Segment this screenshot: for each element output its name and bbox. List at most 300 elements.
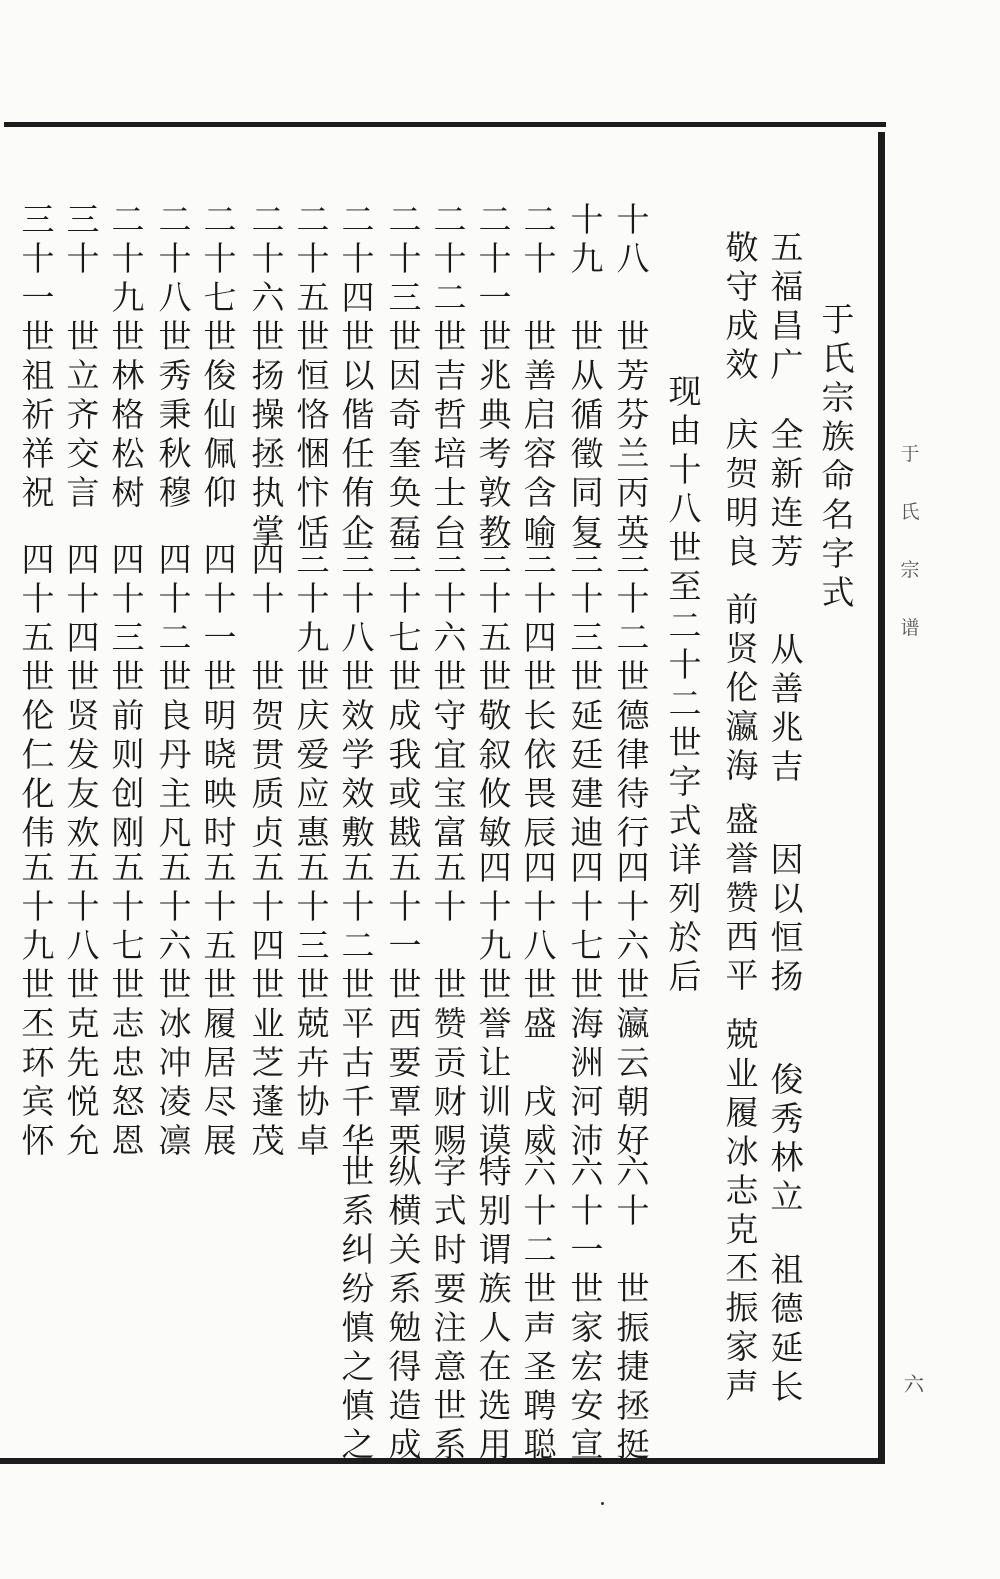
glyph: 世 [66, 317, 100, 356]
glyph: 世 [21, 317, 55, 356]
generation-entry [18, 540, 58, 852]
glyph: 秉 [158, 395, 192, 434]
glyph: 恪 [296, 395, 330, 434]
glyph: 世 [668, 723, 702, 762]
glyph: 十 [341, 887, 375, 926]
glyph: 族 [821, 417, 855, 456]
glyph: 十 [523, 239, 557, 278]
glyph: 二 [523, 1230, 557, 1269]
generation-entry [475, 848, 515, 1160]
glyph: 业 [725, 1054, 759, 1093]
glyph: 刚 [111, 813, 145, 852]
glyph: 侑 [341, 473, 375, 512]
glyph: 命 [821, 456, 855, 495]
verse-phrase [722, 415, 762, 571]
glyph: 盛 [523, 1004, 557, 1043]
glyph: 良 [725, 532, 759, 571]
glyph: 则 [111, 735, 145, 774]
glyph: 恒 [770, 918, 804, 957]
glyph: 六 [616, 926, 650, 965]
glyph: 祥 [21, 434, 55, 473]
glyph: 世 [21, 657, 55, 696]
glyph: 五 [251, 848, 285, 887]
glyph: 世 [296, 965, 330, 1004]
glyph: 纷 [341, 1269, 375, 1308]
glyph: 七 [388, 618, 422, 657]
generation-entry [200, 540, 240, 852]
glyph: 业 [251, 1004, 285, 1043]
glyph: 聘 [523, 1386, 557, 1425]
glyph: 贡 [433, 1043, 467, 1082]
glyph: 世 [158, 317, 192, 356]
glyph: 世 [111, 965, 145, 1004]
glyph: 声 [523, 1308, 557, 1347]
glyph: 考 [478, 434, 512, 473]
glyph: 四 [251, 540, 285, 579]
glyph: 世 [203, 657, 237, 696]
glyph: 十 [251, 579, 285, 618]
glyph: 五 [158, 848, 192, 887]
glyph: 操 [251, 395, 285, 434]
glyph: 芳 [770, 532, 804, 571]
glyph: 五 [478, 618, 512, 657]
glyph: 三 [388, 540, 422, 579]
glyph: 誉 [725, 839, 759, 878]
glyph: 恒 [296, 356, 330, 395]
glyph: 十 [616, 1191, 650, 1230]
glyph: 庆 [725, 415, 759, 454]
glyph: 威 [523, 1121, 557, 1160]
glyph: 穆 [158, 473, 192, 512]
glyph: 兢 [296, 1004, 330, 1043]
glyph: 四 [341, 278, 375, 317]
glyph: 仙 [203, 395, 237, 434]
glyph: 丹 [158, 735, 192, 774]
glyph: 世 [433, 1386, 467, 1425]
glyph: 世 [570, 965, 604, 1004]
glyph: 守 [725, 267, 759, 306]
glyph: 四 [158, 540, 192, 579]
glyph: 九 [570, 239, 604, 278]
glyph: 执 [251, 473, 285, 512]
glyph: 三 [433, 540, 467, 579]
generation-entry [63, 200, 103, 512]
glyph: 履 [725, 1093, 759, 1132]
glyph: 世 [341, 317, 375, 356]
glyph: 教 [478, 512, 512, 551]
glyph: 十 [111, 887, 145, 926]
glyph: 沛 [570, 1121, 604, 1160]
glyph: 六 [251, 278, 285, 317]
glyph: 字 [668, 762, 702, 801]
glyph: 全 [770, 415, 804, 454]
glyph: 应 [296, 774, 330, 813]
glyph: 掌 [251, 512, 285, 551]
glyph: 明 [725, 493, 759, 532]
generation-entry [520, 1152, 560, 1464]
glyph: 谱 [900, 617, 920, 639]
top-border-rule [4, 122, 886, 127]
glyph: 朝 [616, 1082, 650, 1121]
glyph: 意 [433, 1347, 467, 1386]
glyph: 先 [66, 1043, 100, 1082]
glyph: 齐 [66, 395, 100, 434]
glyph: 世 [66, 657, 100, 696]
glyph: 立 [770, 1177, 804, 1216]
glyph: 在 [478, 1347, 512, 1386]
glyph: 振 [616, 1308, 650, 1347]
glyph: 三 [296, 540, 330, 579]
glyph: 世 [433, 965, 467, 1004]
glyph: 交 [66, 434, 100, 473]
glyph: 奇 [388, 395, 422, 434]
glyph: 拯 [251, 434, 285, 473]
glyph: 兢 [725, 1015, 759, 1054]
glyph: 十 [203, 239, 237, 278]
glyph: 丕 [725, 1249, 759, 1288]
glyph: 志 [725, 1171, 759, 1210]
glyph: 海 [725, 746, 759, 785]
glyph: 宗 [900, 559, 920, 581]
glyph: 用 [478, 1425, 512, 1464]
glyph: 磊 [388, 512, 422, 551]
glyph: 千 [341, 1082, 375, 1121]
glyph: 华 [341, 1121, 375, 1160]
glyph: 氏 [900, 501, 920, 523]
glyph: 徵 [570, 434, 604, 473]
glyph: 六 [570, 1152, 604, 1191]
glyph: 四 [523, 618, 557, 657]
glyph: 好 [616, 1121, 650, 1160]
glyph: 吉 [770, 747, 804, 786]
glyph: 效 [341, 774, 375, 813]
glyph: 恩 [111, 1121, 145, 1160]
glyph: 或 [388, 774, 422, 813]
verse-phrase [722, 228, 762, 384]
glyph: 二 [341, 926, 375, 965]
glyph: 家 [725, 1327, 759, 1366]
glyph: 六 [523, 1152, 557, 1191]
glyph: 西 [725, 917, 759, 956]
glyph: 芝 [251, 1043, 285, 1082]
generation-entry [385, 540, 425, 852]
glyph [613, 1230, 653, 1269]
glyph: 攸 [478, 774, 512, 813]
glyph: 栗 [388, 1121, 422, 1160]
glyph: 十 [66, 887, 100, 926]
glyph: 扬 [251, 356, 285, 395]
glyph [520, 278, 560, 317]
glyph: 十 [668, 450, 702, 489]
page-number: 六 [904, 1372, 924, 1396]
glyph: 式 [821, 573, 855, 612]
glyph: 长 [770, 1367, 804, 1406]
glyph: 敬 [478, 696, 512, 735]
glyph: 九 [478, 926, 512, 965]
glyph: 以 [341, 356, 375, 395]
glyph: 三 [523, 540, 557, 579]
glyph: 二 [616, 618, 650, 657]
glyph: 立 [66, 356, 100, 395]
glyph: 谓 [478, 1230, 512, 1269]
glyph: 之 [341, 1425, 375, 1464]
generation-entry [108, 200, 148, 512]
glyph: 同 [570, 473, 604, 512]
glyph: 成 [388, 1425, 422, 1464]
glyph: 志 [111, 1004, 145, 1043]
generation-entry [200, 200, 240, 512]
glyph: 芬 [616, 395, 650, 434]
glyph: 慎 [341, 1308, 375, 1347]
generation-entry [385, 200, 425, 551]
glyph: 四 [66, 540, 100, 579]
glyph: 兰 [616, 434, 650, 473]
glyph: 喻 [523, 512, 557, 551]
glyph: 质 [251, 774, 285, 813]
glyph: 八 [66, 926, 100, 965]
glyph: 冰 [725, 1132, 759, 1171]
verse-phrase [767, 1060, 807, 1216]
glyph: 律 [616, 735, 650, 774]
glyph: 任 [341, 434, 375, 473]
glyph: 学 [341, 735, 375, 774]
glyph: 言 [66, 473, 100, 512]
glyph: 世 [66, 965, 100, 1004]
glyph: 忠 [111, 1043, 145, 1082]
glyph: 别 [478, 1191, 512, 1230]
glyph: 悃 [296, 434, 330, 473]
glyph: 世 [570, 657, 604, 696]
glyph: 从 [570, 356, 604, 395]
glyph: 卓 [296, 1121, 330, 1160]
generation-entry [430, 848, 470, 1160]
glyph: 祈 [21, 395, 55, 434]
generation-entry [567, 200, 607, 551]
glyph: 一 [570, 1230, 604, 1269]
glyph: 履 [203, 1004, 237, 1043]
glyph: 主 [158, 774, 192, 813]
glyph: 三 [478, 540, 512, 579]
glyph: 六 [433, 618, 467, 657]
glyph: 祝 [21, 473, 55, 512]
glyph: 誉 [478, 1004, 512, 1043]
glyph: 十 [341, 239, 375, 278]
glyph: 得 [388, 1347, 422, 1386]
glyph: 善 [770, 669, 804, 708]
note-line [338, 1152, 378, 1464]
glyph: 西 [388, 1004, 422, 1043]
glyph: 佩 [203, 434, 237, 473]
glyph: 世 [478, 317, 512, 356]
glyph: 戡 [388, 813, 422, 852]
glyph: 五 [111, 848, 145, 887]
glyph: 五 [341, 848, 375, 887]
glyph: 纵 [388, 1152, 422, 1191]
glyph: 复 [570, 512, 604, 551]
glyph: 茂 [251, 1121, 285, 1160]
glyph: 八 [523, 926, 557, 965]
glyph: 环 [21, 1043, 55, 1082]
glyph: 世 [616, 965, 650, 1004]
glyph: 守 [433, 696, 467, 735]
glyph: 世 [388, 965, 422, 1004]
glyph: 叙 [478, 735, 512, 774]
glyph: 四 [251, 926, 285, 965]
glyph: 林 [770, 1138, 804, 1177]
generation-entry [200, 848, 240, 1160]
glyph: 二 [523, 200, 557, 239]
glyph: 秋 [158, 434, 192, 473]
glyph: 世 [296, 657, 330, 696]
glyph: 十 [66, 579, 100, 618]
glyph: 十 [570, 1191, 604, 1230]
glyph [520, 1043, 560, 1082]
glyph: 以 [770, 879, 804, 918]
glyph: 世 [341, 657, 375, 696]
glyph: 四 [478, 848, 512, 887]
generation-entry [18, 848, 58, 1160]
glyph: 世 [668, 528, 702, 567]
glyph: 二 [388, 200, 422, 239]
verse-phrase [767, 630, 807, 786]
glyph: 十 [388, 887, 422, 926]
glyph: 贤 [725, 629, 759, 668]
glyph: 克 [66, 1004, 100, 1043]
glyph: 九 [296, 618, 330, 657]
note-line [430, 1152, 470, 1464]
verse-phrase [767, 840, 807, 996]
glyph: 海 [570, 1004, 604, 1043]
generation-entry [338, 540, 378, 852]
glyph: 扬 [770, 957, 804, 996]
generation-entry [108, 540, 148, 852]
glyph: 敏 [478, 813, 512, 852]
glyph [430, 926, 470, 965]
glyph: 二 [203, 200, 237, 239]
glyph: 之 [341, 1347, 375, 1386]
glyph: 关 [388, 1230, 422, 1269]
glyph: 连 [770, 493, 804, 532]
glyph: 待 [616, 774, 650, 813]
glyph: 丙 [616, 473, 650, 512]
glyph: 宜 [433, 735, 467, 774]
glyph: 伦 [21, 696, 55, 735]
glyph: 循 [570, 395, 604, 434]
glyph: 七 [111, 926, 145, 965]
glyph: 俊 [203, 356, 237, 395]
glyph: 时 [203, 813, 237, 852]
glyph: 松 [111, 434, 145, 473]
glyph: 十 [616, 579, 650, 618]
glyph: 德 [770, 1289, 804, 1328]
glyph: 四 [66, 618, 100, 657]
glyph: 长 [523, 696, 557, 735]
note-line [475, 1152, 515, 1464]
generation-entry [18, 200, 58, 512]
glyph: 世 [203, 965, 237, 1004]
glyph: 七 [570, 926, 604, 965]
glyph: 台 [433, 512, 467, 551]
glyph: 十 [616, 887, 650, 926]
glyph: 十 [251, 239, 285, 278]
glyph: 十 [388, 239, 422, 278]
glyph: 十 [21, 239, 55, 278]
glyph: 世 [523, 317, 557, 356]
glyph: 六 [158, 926, 192, 965]
glyph: 世 [616, 317, 650, 356]
generation-entry [613, 848, 653, 1160]
glyph: 一 [388, 926, 422, 965]
speck [601, 1502, 604, 1505]
glyph: 居 [203, 1043, 237, 1082]
glyph [567, 278, 607, 317]
generation-entry [567, 1152, 607, 1464]
glyph: 於 [668, 918, 702, 957]
glyph: 列 [668, 879, 702, 918]
glyph: 二 [668, 606, 702, 645]
glyph: 凡 [158, 813, 192, 852]
glyph: 二 [158, 200, 192, 239]
glyph: 恬 [296, 512, 330, 551]
glyph: 友 [66, 774, 100, 813]
glyph: 十 [433, 887, 467, 926]
glyph: 十 [251, 887, 285, 926]
glyph: 秀 [770, 1099, 804, 1138]
glyph: 选 [478, 1386, 512, 1425]
book-margin-title [895, 425, 925, 657]
glyph: 十 [203, 579, 237, 618]
glyph: 世 [341, 965, 375, 1004]
glyph: 三 [616, 540, 650, 579]
generation-entry [385, 848, 425, 1160]
generation-entry [155, 540, 195, 852]
glyph: 卉 [296, 1043, 330, 1082]
glyph: 世 [433, 657, 467, 696]
glyph: 世 [570, 1269, 604, 1308]
glyph: 奎 [388, 434, 422, 473]
glyph: 财 [433, 1082, 467, 1121]
glyph: 贺 [251, 696, 285, 735]
glyph: 勉 [388, 1308, 422, 1347]
glyph: 成 [725, 306, 759, 345]
generation-entry [613, 1152, 653, 1464]
glyph [248, 618, 288, 657]
glyph: 敷 [341, 813, 375, 852]
glyph: 十 [111, 239, 145, 278]
glyph: 冰 [158, 1004, 192, 1043]
glyph: 平 [725, 956, 759, 995]
glyph: 俊 [770, 1060, 804, 1099]
generation-entry [338, 200, 378, 551]
glyph: 芳 [616, 356, 650, 395]
glyph: 惠 [296, 813, 330, 852]
glyph: 五 [21, 848, 55, 887]
glyph: 哲 [433, 395, 467, 434]
glyph: 八 [158, 278, 192, 317]
glyph: 士 [433, 473, 467, 512]
glyph: 凌 [158, 1082, 192, 1121]
glyph: 丕 [21, 1004, 55, 1043]
glyph: 一 [478, 278, 512, 317]
glyph: 世 [616, 657, 650, 696]
glyph: 系 [433, 1425, 467, 1464]
glyph: 九 [21, 926, 55, 965]
glyph: 名 [821, 495, 855, 534]
glyph: 八 [668, 489, 702, 528]
glyph: 悦 [66, 1082, 100, 1121]
note-line [385, 1152, 425, 1464]
glyph: 宝 [433, 774, 467, 813]
